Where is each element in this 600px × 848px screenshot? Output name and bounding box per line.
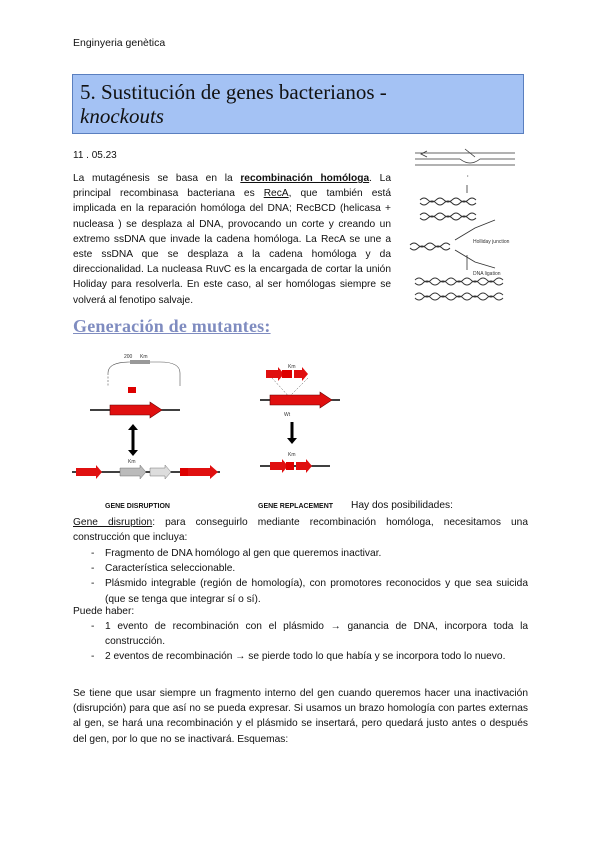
label-holliday: Holliday junction (473, 239, 510, 245)
intro-bold-term: recombinación homóloga (240, 173, 370, 184)
document-header: Enginyeria genètica (73, 37, 166, 49)
gene-arrow-disruption (110, 402, 162, 418)
list-item: - 1 evento de recombinación con el plásmido → ganancia de DNA, incorpora toda la construcción. (73, 619, 528, 649)
recombination-diagram (405, 145, 530, 305)
caption-gene-replacement: GENE REPLACEMENT (258, 503, 334, 510)
final-paragraph: Se tiene que usar siempre un fragmento interno del gen cuando queremos hacer una inactivación (disrupción) para que así no se pueda expresar. Si usamos un brazo homología con partes externas al gen, se hará una recombinación y el plásmido se insertará, pero quedará justo antes o después del gen, por lo que no se inactivará. Esquemas: (73, 688, 528, 745)
gene-disruption-text: : para conseguirlo mediante recombinación homóloga, necesitamos una construcción que incluya: (73, 517, 528, 544)
label-km-3: Km (288, 364, 296, 370)
requirements-list (73, 546, 528, 607)
mutant-generation-diagram (70, 348, 400, 488)
possibilities-text: Hay dos posibilidades: (351, 500, 453, 511)
gene-arrow-replacement (270, 392, 332, 408)
intro-text-1: La mutagénesis se basa en la (73, 173, 241, 184)
svg-text:•: • (467, 173, 469, 178)
list-item: - Característica seleccionable. (73, 561, 528, 576)
label-km-2: Km (128, 459, 136, 465)
intro-reca: RecA (263, 188, 289, 200)
title-line-1: 5. Sustitución de genes bacterianos - (80, 80, 387, 104)
label-200: 200 (124, 354, 133, 360)
gene-disruption-paragraph (73, 515, 528, 545)
intro-text-2: . La principal recombinasa bacteriana es (73, 173, 391, 200)
events-list (73, 619, 528, 665)
label-km-1: Km (140, 354, 148, 360)
km-marker (128, 387, 136, 393)
page-title (72, 74, 524, 134)
caption-gene-disruption: GENE DISRUPTION (105, 503, 170, 510)
date: 11 . 05.23 (73, 150, 117, 161)
puede-haber: Puede haber: (73, 606, 135, 617)
list-item: - Fragmento de DNA homólogo al gen que queremos inactivar. (73, 546, 528, 561)
label-wt: Wt (284, 412, 291, 418)
gene-disruption-label: Gene disruption (73, 517, 153, 528)
label-dna-ligation: DNA ligation (473, 271, 501, 277)
title-line-2: knockouts (80, 104, 164, 128)
label-km-4: Km (288, 452, 296, 458)
list-item: - Plásmido integrable (región de homología), con promotores reconocidos y que sea suicida (que se tenga que integrar sí o sí). (73, 576, 528, 606)
intro-paragraph (73, 171, 391, 308)
section-heading: Generación de mutantes: (73, 316, 271, 336)
intro-text-3: , que también está implicada en la reparación homóloga del DNA; RecBCD (helicasa + nucleasa ) se desplaza al DNA, provocando un corte y creando un extremo ssDNA que invade la cadena homóloga. La RecA se une a este ssDNA que se desplaza a la cadena homóloga y da direccionalidad. La nucleasa RuvC es la encargada de cortar la unión Holiday para resolverla. En este caso, al ser homólogas siempre se volverá al fenotipo salvaje. (73, 188, 391, 306)
list-item: - 2 eventos de recombinación → se pierde todo lo que había y se incorpora todo lo nuevo. (73, 649, 528, 664)
